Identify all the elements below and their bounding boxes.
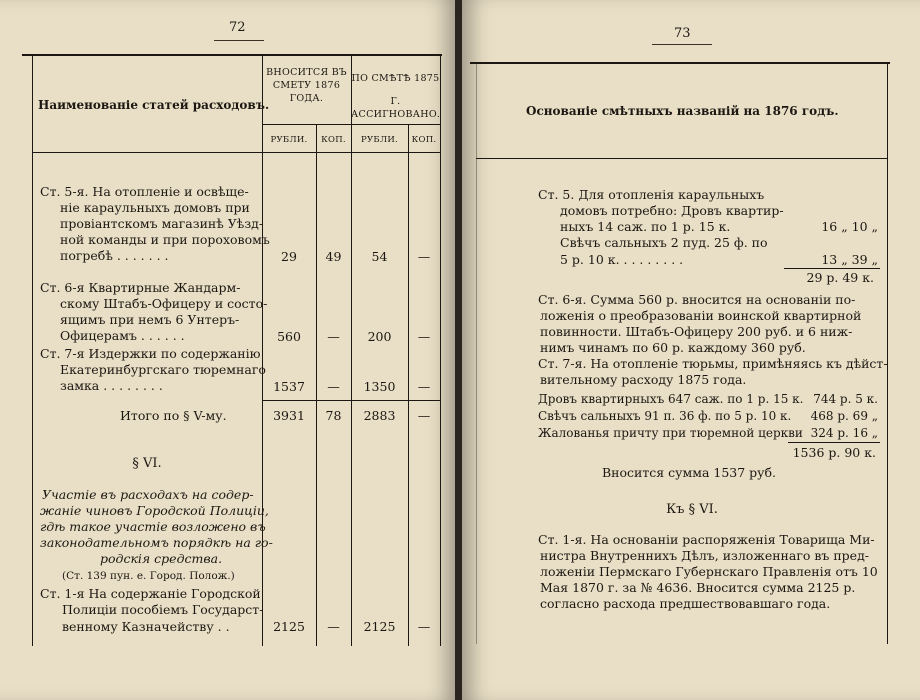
- header-rule: [262, 124, 440, 125]
- column-header-basis: Основаніе смѣтныхъ названій на 1876 годъ.: [526, 104, 839, 118]
- left-page: 72 Наименованіе статей расходовъ. ВНОСИТСЯ ВЪ СМЕТУ 1876 ГОДА. ПО СМѢТѢ 1875 Г. АССИГНОВАНО. РУБЛИ. КОП. РУБЛИ. КОП. Ст. 5-я. На отопленіе и освѣще- ніе караульныхъ домовъ при провіантскомъ магазинѣ Уѣзд- ной команды и при пороховомъ погребѣ . . . . . . . 29 49 54 — Ст. 6-я Квартирные Жандарм- скому Штабъ-Офицеру и состо- ящимъ при немъ 6 Унтеръ- Офицерамъ . . . . . . 560 — 200 — Ст. 7-я Издержки по содержанію Екатеринбургскаго тюремнаго замка . . . . . . . . 1537 — 1350 — Итого по § V-му. 3931 78 2883 — § VI. Участіе въ расходахъ на содер- жаніе чиновъ Городской Полиціи, гдѣ такое участіе возложено въ законодательномъ порядкѣ на го- родскія средства. (Ст. 139 пун. е. Город. Полож.) Ст. 1-я На содержаніе Городской Полиціи пособіемъ Государст- венному Казначейству . . 2125 — 2125 —: [0, 0, 456, 700]
- section-reference: (Ст. 139 пун. е. Город. Полож.): [62, 570, 235, 582]
- section-heading: § VI.: [132, 456, 162, 471]
- subheader-kopecks: КОП.: [411, 135, 437, 145]
- divider: [652, 44, 712, 45]
- table-border-left: [32, 56, 33, 646]
- subheader-kopecks: КОП.: [321, 135, 346, 145]
- header-bottom-rule: [32, 152, 440, 153]
- column-header-1875: ПО СМѢТѢ 1875 Г. АССИГНОВАНО.: [351, 73, 441, 120]
- section-heading: Къ § VI.: [666, 502, 718, 517]
- page-number: 73: [674, 26, 691, 41]
- subheader-rubles: РУБЛИ.: [360, 135, 399, 145]
- table-top-rule: [22, 54, 442, 56]
- right-page: 73 Основаніе смѣтныхъ названій на 1876 годъ. Ст. 5. Для отопленія караульныхъ домовъ потребно: Дровъ квартир- ныхъ 14 саж. по 1 р. 15 к. 16 „ 10 „ Свѣчъ сальныхъ 2 пуд. 25 ф. по 5 р. 10 к. . . . . . . . . 13 „ 39 „ 29 р. 49 к. Ст. 6-я. Сумма 560 р. вносится на основаніи по- ложенія о преобразованіи воинской квартирной повинности. Штабъ-Офицеру 200 руб. и 6 ниж- нимъ чинамъ по 60 р. каждому 360 руб. Ст. 7-я. На отопленіе тюрьмы, примѣняясь къ дѣйст- вительному расходу 1875 года. Дровъ квартирныхъ 647 саж. по 1 р. 15 к. 744 р. 5 к. Свѣчъ сальныхъ 91 п. 36 ф. по 5 р. 10 к. 468 р. 69 „ Жалованья причту при тюремной церкви 324 р. 16 „ 1536 р. 90 к. Вносится сумма 1537 руб. Къ § VI. Ст. 1-я. На основаніи распоряженія Товарища Ми- нистра Внутреннихъ Дѣлъ, изложеннаго въ пред- ложеніи Пермскаго Губернскаго Правленія отъ 10 Мая 1870 г. за № 4636. Вносится сумма 2125 р. согласно расхода предшествовавшаго года.: [462, 0, 920, 700]
- header-bottom-rule: [476, 158, 887, 159]
- table-top-rule: [470, 62, 890, 64]
- total-rule: [262, 400, 440, 401]
- subheader-rubles: РУБЛИ.: [270, 135, 308, 145]
- table-border-right: [887, 64, 888, 644]
- divider: [214, 40, 264, 41]
- table-border-left: [476, 64, 477, 644]
- page-number: 72: [229, 20, 246, 35]
- table-border-right: [440, 56, 441, 646]
- column-header-name: Наименованіе статей расходовъ.: [38, 98, 270, 112]
- column-header-1876: ВНОСИТСЯ ВЪ СМЕТУ 1876 ГОДА.: [266, 67, 347, 104]
